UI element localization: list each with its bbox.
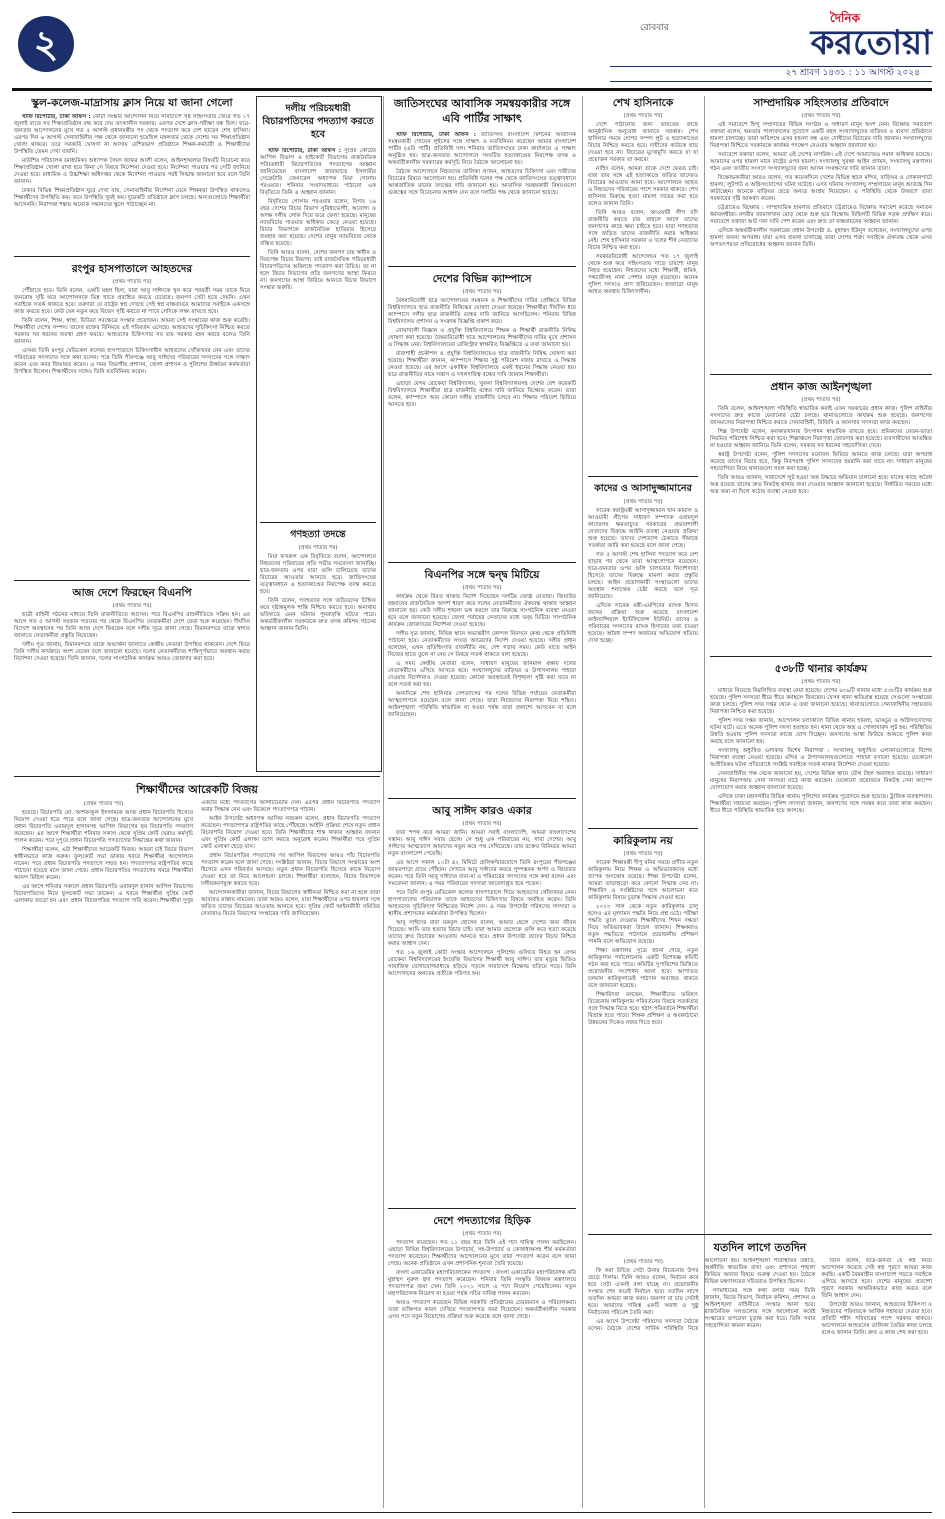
masthead-rule — [12, 88, 932, 91]
section-rule — [14, 776, 380, 777]
article-communal — [710, 112, 932, 370]
paragraph: শিক্ষা মন্ত্রণালয় সূত্রে জানা গেছে, নতুন কারিকুলাম পর্যালোচনায় একটি বিশেষজ্ঞ কমিটি গঠন করা হতে পারে। কমিটির সুপারিশের ভিত্তিতে প্রয়োজনীয় সংশোধন আনা হবে। আপাতত চলমান কারিকুলামেই পাঠদান অব্যাহত থাকবে বলে জানানো হয়েছে। — [588, 948, 698, 989]
headline-abu-sayeed: আবু সাঈদ কারও একার — [432, 805, 532, 817]
headline-bnp-clash: বিএনপির সঙ্গে দ্বন্দ্ব মিটিয়ে — [424, 569, 540, 581]
paragraph: আন্দোলনকারীরা জানান, বিচার বিভাগের স্বাধীনতা নিশ্চিত করা না হলে তারা আবারও রাস্তায় নামবেন। তারা আরও বলেন, যারা শিক্ষার্থীদের ওপর হামলার সঙ্গে জড়িত তাদের বিচারের আওতায় আনতে হবে। সুপ্রিম কোর্ট আইনজীবী সমিতির নেতারাও বিচার বিভাগের সংস্কারের দাবি জানিয়েছেন। — [201, 890, 380, 917]
article-police-stations — [710, 678, 932, 1182]
masthead-brand: করতোয়া — [810, 23, 932, 63]
paragraph: সাবেক শিক্ষামন্ত্রী দীপু মনির সময়ে প্রণীত নতুন কারিকুলাম নিয়ে শিক্ষক ও অভিভাবকদের মধ্যে ব্যাপক অসন্তোষ রয়েছে। শিক্ষা উপদেষ্টা বলেন, আমরা তাড়াহুড়ো করে কোনো সিদ্ধান্ত নেব না। শিক্ষাবিদ ও সংশ্লিষ্টদের সঙ্গে আলোচনা করে কারিকুলাম বিষয়ে চূড়ান্ত সিদ্ধান্ত নেওয়া হবে। — [588, 860, 698, 901]
article-party-judiciary — [260, 148, 376, 518]
byline: স্টাফ রিপোর্টার, ঢাকা অফিস : — [396, 132, 476, 138]
jump-line: (প্রথম পাতার পর) — [623, 1259, 663, 1265]
paragraph: এর আগে সকাল ১০টা ৪২ মিনিটে হেলিকপ্টারযোগে তিনি রংপুরের পীরগঞ্জের জাফরপাড়া গ্রামে পৌঁছান। সেখানে আবু সাঈদের কবরে পুষ্পস্তবক অর্পণ ও জিয়ারত করেন। পরে তিনি আবু সাঈদের বাবা-মা ও পরিবারের সদস্যদের সঙ্গে কথা বলেন এবং সমবেদনা জানান। এ সময় পরিবারের সদস্যরা আবেগাপ্লুত হয়ে পড়েন। — [388, 860, 576, 887]
section-rule — [388, 266, 576, 267]
paragraph: দলীয় সূত্র জানায়, বিভিন্ন স্থানে অভ্যন্তরীণ কোন্দল নিরসনে কেন্দ্র থেকে প্রতিনিধি পাঠানো হবে। নেতাকর্মীদের সংযত আচরণের নির্দেশ দেওয়া হয়েছে। দলীয় প্রধান বলেছেন, এখন প্রতিহিংসার রাজনীতি নয়, দেশ গড়ার সময়। কেউ যাতে আইন নিজের হাতে তুলে না নেয় সে বিষয়ে সতর্ক থাকতে বলা হয়েছে। — [388, 631, 576, 658]
article-chief-justice — [710, 396, 932, 652]
headline-campuses: দেশের বিভিন্ন ক্যাম্পাসে — [432, 273, 532, 285]
headline-curriculum: কারিকুলাম নয় — [613, 835, 673, 847]
paragraph: পুলিশ সদর দপ্তর জানায়, আন্দোলন চলাকালে বিভিন্ন থানায় হামলা, ভাঙচুর ও অগ্নিসংযোগের ঘটনা ঘটে। এতে অনেক পুলিশ সদস্য হতাহত হন। থানা থেকে অস্ত্র ও গোলাবারুদ লুট হয়। পরিস্থিতির উন্নতি হওয়ায় পুলিশ সদস্যরা কাজে যোগ দিচ্ছেন। জনগণের আস্থা ফিরিয়ে আনতে পুলিশ কাজ করছে বলে জানানো হয়। — [710, 718, 932, 745]
masthead-date: ২৭ শ্রাবণ ১৪৩১ : ১১ আগস্ট ২০২৪ — [785, 68, 920, 78]
paragraph: জাতিসংঘ বাংলাদেশ মিশনের আবাসিক সমন্বয়কারী গোয়েন লুইসের সঙ্গে সাক্ষাৎ ও মতবিনিময় করেছেন আমার বাংলাদেশ পার্টির (এবি পার্টি) প্রতিনিধি দল। শনিবার জাতিসংঘের ঢাকা কার্যালয়ে এ সাক্ষাৎ অনুষ্ঠিত হয়। ছাত্র-জনতার আন্দোলনে সংঘটিত হত্যাকাণ্ডের নিরপেক্ষ তদন্ত ও অন্তর্বর্তীকালীন সরকারের কর্মসূচি নিয়ে বৈঠকে আলোচনা হয়। — [388, 132, 576, 166]
article-abu-sayeed — [388, 820, 576, 1204]
headline-students-victory: শিক্ষার্থীদের আরেকটি বিজয় — [136, 783, 258, 796]
paragraph: শিক্ষার্থীরা বলেন, এটা শিক্ষার্থীদের আরেকটি বিজয়। আমরা চাই বিচার বিভাগ স্বাধীনভাবে কাজ করুক। ফুলকোর্ট সভা ডাকার খবরে শিক্ষার্থীরা আন্দোলনে নামেন। পরে প্রধান বিচারপতি পদত্যাগে সম্মত হন। পদত্যাগপত্র রাষ্ট্রপতির কাছে পাঠানো হয়েছে বলে জানা গেছে। প্রধান বিচারপতির পদত্যাগের খবরে শিক্ষার্থীরা আনন্দ মিছিল করেন। — [14, 847, 193, 881]
jump-line: (প্রথম পাতার পর) — [801, 397, 841, 403]
section-rule — [710, 374, 932, 375]
section-rule — [260, 522, 376, 523]
paragraph: তিনি বলেন, শিক্ষা, স্বাস্থ্য, মিডিয়া সবক্ষেত্রে সংস্কার প্রয়োজন। আমরা সেই সংস্কারের কাজ শুরু করেছি। শিক্ষার্থীরা দেশের সম্পদ। তাদের রক্তের বিনিময়ে এই পরিবর্তন এসেছে। আহতদের সুচিকিৎসা নিশ্চিত করতে সরকার সব ধরনের ব্যবস্থা গ্রহণ করবে। আহতদের চিকিৎসার সব ব্যয় সরকার বহন করবে বলেও তিনি জানান। — [14, 318, 250, 345]
paragraph: সরকারবিরোধী আন্দোলনে গত ১৭ জুলাই থেকে শুরু করে সহিংসতায় সাড়ে চারশো মানুষ নিহত হয়েছেন। নিহতদের মধ্যে শিক্ষার্থী, শ্রমিক, পথচারীসহ নানা পেশার মানুষ রয়েছেন। অনেক পুলিশ সদস্যও প্রাণ হারিয়েছেন। হাজারো মানুষ আহত অবস্থায় চিকিৎসাধীন। — [588, 254, 698, 295]
paragraph: নোয়াখালী বিজ্ঞান ও প্রযুক্তি বিশ্ববিদ্যালয়ে শিক্ষক ও শিক্ষার্থী রাজনীতি নিষিদ্ধ ঘোষণা করা হয়েছে। বৈষম্যবিরোধী ছাত্র আন্দোলনের শিক্ষার্থীদের দাবির মুখে প্রশাসন এ সিদ্ধান্ত নেয়। বিশ্ববিদ্যালয়ের রেজিস্ট্রার স্বাক্ষরিত বিজ্ঞপ্তিতে এ তথ্য জানানো হয়। — [388, 328, 576, 348]
article-campuses — [388, 288, 576, 558]
section-rule — [710, 656, 932, 657]
article-sheikh-hasina — [588, 112, 698, 472]
paragraph: দেশে পাঠানোর জন্য ভারতের কাছে আনুষ্ঠানিক অনুরোধ জানাবে সরকার। শেখ হাসিনার সময়ে দেশের সম্পদ লুট ও হত্যাকাণ্ডের বিচার নিশ্চিত করতে হবে। দায়ীদের কাউকে ছাড় দেওয়া হবে না। বিচারের মুখোমুখি করতে যা যা প্রয়োজন সরকার তা করবে। — [588, 122, 698, 163]
jump-line: (প্রথম পাতার পর) — [462, 289, 502, 295]
section-rule — [14, 256, 250, 257]
paragraph: তিনি বলেন, আইনশৃঙ্খলা পরিস্থিতি স্বাভাবিক করাই এখন সরকারের প্রধান কাজ। পুলিশ বাহিনীর সদস্যদের দ্রুত কাজে ফেরানোর চেষ্টা চলছে। থানাগুলোতে কার্যক্রম শুরু হয়েছে। জনগণের জানমালের নিরাপত্তা নিশ্চিত করতে সেনাবাহিনী, বিজিবি ও আনসার সদস্যরা কাজ করছেন। — [710, 406, 932, 426]
paragraph: এর আগে উপদেষ্টা পরিষদের সদস্যরা বৈঠকে বসেন। বৈঠকে দেশের সার্বিক পরিস্থিতি নিয়ে আলোচনা হয়। আইনশৃঙ্খলা পরিস্থিতির উন্নতি, অর্থনীতি স্বাভাবিক রাখা এবং প্রশাসনে শৃঙ্খলা ফিরিয়ে আনার বিষয়ে গুরুত্ব দেওয়া হয়। বৈঠকে বিভিন্ন মন্ত্রণালয়ের সচিবরাও উপস্থিত ছিলেন। — [588, 1258, 816, 1332]
headline-kader-asaduzzaman: কাদের ও আসাদুজ্জামানের — [594, 483, 692, 494]
bottom-rule — [12, 1512, 932, 1513]
section-rule — [388, 798, 576, 799]
paragraph: সুপ্রিম কোর্টের আপিল বিভাগ ও হাইকোর্ট বিভাগের রাজনৈতিক পরিচয়ধারী বিচারপতিদের পদত্যাগের আহ্বান জানিয়েছেন বাংলাদেশ জামায়াতে ইসলামীর সেক্রেটারি জেনারেল অধ্যাপক মিয়া গোলাম পরওয়ার। শনিবার সংবাদমাধ্যমে পাঠানো এক বিবৃতিতে তিনি এ আহ্বান জানান। — [260, 148, 376, 196]
section-rule — [588, 476, 698, 477]
paragraph: গত ৫ আগস্ট শেখ হাসিনা পদত্যাগ করে দেশ ছাড়ার পর থেকে তারা আত্মগোপনে রয়েছেন। ছাত্র-জনতার ওপর গুলি চালানোর নির্দেশদাতা হিসেবে তাদের বিরুদ্ধে মামলা করার প্রস্তুতি চলছে। আইন প্রয়োগকারী সংস্থাগুলো তাদের অবস্থান শনাক্তের চেষ্টা করছে বলে সূত্র জানিয়েছে। — [588, 552, 698, 600]
headline-sheikh-hasina: শেখ হাসিনাকে — [612, 97, 674, 109]
jump-line: (প্রথম পাতার পর) — [83, 801, 124, 807]
article-bnp-clash — [388, 584, 576, 794]
jump-line: (প্রথম পাতার পর) — [623, 851, 663, 857]
paragraph: যারা শপথ করে আমরা জানি। আমরা সবাই বাংলাদেশি, আমরা বাংলাদেশের সন্তান। আবু সাঈদ সবার ছেলে। সে শুধু এক পরিবারের নয়, সারা দেশের। আবু সাঈদের আত্মত্যাগ আমাদের নতুন করে পথ দেখিয়েছে। তার রক্তের বিনিময়ে আমরা নতুন বাংলাদেশ পেয়েছি। — [388, 830, 576, 857]
paragraph: সংখ্যালঘু অধ্যুষিত এলাকায় বিশেষ নিরাপত্তা : সংখ্যালঘু অধ্যুষিত এলাকাগুলোতে বিশেষ নিরাপত্তা ব্যবস্থা নেওয়া হয়েছে। মন্দির ও উপাসনালয়গুলোতে পাহারা বসানো হয়েছে। যেকোনো অপ্রীতিকর ঘটনা প্রতিরোধে সংশ্লিষ্ট সবাইকে সতর্ক থাকার নির্দেশনা দেওয়া হয়েছে। — [710, 748, 932, 768]
paragraph: স্বরাষ্ট্র উপদেষ্টা বলেন, পুলিশ সদস্যদের মনোবল ফিরিয়ে আনতে কাজ চলছে। যারা অপরাধ করেছে তাদের বিচার হবে, কিন্তু নিরপরাধ পুলিশ সদস্যদের হয়রানি করা যাবে না। সাধারণ মানুষের সহযোগিতা নিয়ে থানাগুলো সচল করা হচ্ছে। — [710, 452, 932, 472]
paragraph: বৈঠকে আন্দোলনে নিহতদের তালিকা প্রণয়ন, আহতদের চিকিৎসা এবং দায়ীদের বিচারের বিষয়ে আলোচনা হয়। প্রতিনিধি দলের পক্ষ থেকে জাতিসংঘের তত্ত্বাবধানে আন্তর্জাতিক মানের তদন্তের দাবি জানানো হয়। আবাসিক সমন্বয়কারী বিষয়গুলো গুরুত্বের সঙ্গে বিবেচনার আশ্বাস দেন বলে দলটির পক্ষ থেকে জানানো হয়েছে। — [388, 169, 576, 196]
paragraph: এছাড়া বেগম রোকেয়া বিশ্ববিদ্যালয়, খুলনা বিশ্ববিদ্যালয়সহ দেশের বেশ কয়েকটি বিশ্ববিদ্যালয়ে শিক্ষার্থীরা ছাত্র রাজনীতি বন্ধের দাবি জানিয়ে বিক্ষোভ করেন। তারা বলেন, ক্যাম্পাসে আর কোনো দলীয় রাজনীতি চলবে না। শিক্ষার পরিবেশ ফিরিয়ে আনতে হবে। — [388, 381, 576, 408]
paragraph: এদিকে অন্তর্বর্তীকালীন সরকারের প্রধান উপদেষ্টা ড. মুহাম্মদ ইউনূস বলেছেন, সংখ্যালঘুদের ওপর হামলা জঘন্য অপরাধ। যারা এসব হামলা চালাচ্ছে তারা দেশের শত্রু। সবাইকে ঐক্যবদ্ধ থেকে এসব অপতৎপরতা প্রতিরোধের আহ্বান জানান তিনি। — [710, 228, 932, 248]
jump-line: (প্রথম পাতার পর) — [112, 279, 152, 285]
paragraph: দলীয় সূত্র জানায়, বিমানবন্দরে তাকে অভ্যর্থনা জানাতে কেন্দ্রীয় নেতারা উপস্থিত থাকবেন। দেশে ফিরে তিনি দলীয় কার্যক্রমে অংশ নেবেন বলে জানানো হয়েছে। দলের নেতাকর্মীদের শান্তিপূর্ণভাবে অবস্থান করার নির্দেশনা দেওয়া হয়েছে। তিনি জানান, দলের সাংগঠনিক কার্যক্রম আরও জোরদার করা হবে। — [14, 642, 250, 662]
article-hospital — [14, 278, 250, 576]
paragraph: তিনি আরও বলেন, আওয়ামী লীগ যদি রাজনীতি করতে চায় তাহলে আগে তাদের জনগণের কাছে ক্ষমা চাইতে হবে। যারা গণহত্যার সঙ্গে জড়িত তাদের রাজনীতি করার অধিকার নেই। শেখ হাসিনার সরকার ও দলের শীর্ষ নেতাদের বিচার নিশ্চিত করা হবে। — [588, 210, 698, 251]
page-number: ২ — [33, 22, 59, 66]
paragraph: তিনি আরও বলেন, দেশের জনগণ চায় স্বাধীন ও নিরপেক্ষ বিচার বিভাগ। তাই রাজনৈতিক পরিচয়ধারী বিচারপতিদের অবিলম্বে পদত্যাগ করা উচিত। তা না হলে বিচার বিভাগের প্রতি জনগণের আস্থা ফিরবে না। জনগণের আস্থা ফিরিয়ে আনতে বিচার বিভাগে সংস্কার জরুরি। — [260, 250, 376, 291]
paragraph: ২০২৩ সাল থেকে নতুন কারিকুলাম চালু হলেও এর মূল্যায়ন পদ্ধতি নিয়ে প্রশ্ন ওঠে। পরীক্ষা পদ্ধতি তুলে দেওয়ায় শিক্ষার্থীদের শিখন দক্ষতা নিয়ে অভিভাবকরা উদ্বেগ জানান। শিক্ষকরাও নতুন পদ্ধতিতে পাঠদানে প্রয়োজনীয় প্রশিক্ষণ পাননি বলে অভিযোগ রয়েছে। — [588, 904, 698, 945]
article-school-college — [14, 114, 250, 252]
paragraph: তিনি বলেন, ছাত্র-জনতা যে স্বপ্ন নিয়ে আন্দোলন করেছে সেই স্বপ্ন পূরণে আমরা কাজ করছি। একটি বৈষম্যহীন বাংলাদেশ গড়তে সবাইকে এগিয়ে আসতে হবে। দেশের মানুষের প্রত্যাশা পূরণে সরকার আন্তরিকভাবে কাজ করবে বলে তিনি আশ্বাস দেন। — [821, 1258, 932, 1299]
paragraph: শিল্প উপদেষ্টা বলেন, কলকারখানায় উৎপাদন স্বাভাবিক রাখতে হবে। শ্রমিকদের বেতন-ভাতা নিয়মিত পরিশোধ নিশ্চিত করা হবে। শিল্পাঞ্চলে নিরাপত্তা জোরদার করা হয়েছে। ব্যবসায়ীদের আতঙ্কিত না হওয়ার আহ্বান জানিয়ে তিনি বলেন, সরকার সব ধরনের সহযোগিতা দেবে। — [710, 429, 932, 449]
paragraph: এই সমাবেশে হিন্দু সম্প্রদায়ের বিভিন্ন সংগঠন ও সাধারণ মানুষ অংশ নেন। বিক্ষোভ সমাবেশে বক্তারা বলেন, ক্ষমতার পালাবদলের সুযোগে একটি মহল সংখ্যালঘুদের বাড়িঘর ও ব্যবসা প্রতিষ্ঠানে হামলা চালাচ্ছে। তারা অবিলম্বে এসব হামলা বন্ধ এবং দোষীদের বিচারের দাবি জানান। সংখ্যালঘুদের নিরাপত্তা নিশ্চিতে সরকারকে কার্যকর পদক্ষেপ নেওয়ার আহ্বান জানানো হয়। — [710, 122, 932, 149]
paragraph: হয়েছে। বিচারপতি মো. আশফাকুল ইসলামকে আজ প্রধান বিচারপতি হিসেবে নিয়োগ দেওয়া হতে পারে বলে জানা গেছে। ছাত্র-জনতার আন্দোলনের মুখে প্রধান বিচারপতি ওবায়দুল হাসানসহ আপিল বিভাগের ছয় বিচারপতি পদত্যাগ করেছেন। এর আগে শিক্ষার্থীরা শনিবার সকাল থেকে সুপ্রিম কোর্ট ঘেরাও কর্মসূচি পালন করেন। পরে দুপুরে প্রধান বিচারপতি পদত্যাগের সিদ্ধান্তের কথা জানান। — [14, 810, 193, 844]
paragraph: আইন উপদেষ্টা অধ্যাপক আসিফ নজরুল বলেন, প্রধান বিচারপতি পদত্যাগ করেছেন। পদত্যাগপত্র রাষ্ট্রপতির কাছে পৌঁছেছে। আইনি প্রক্রিয়া শেষে নতুন প্রধান বিচারপতি নিয়োগ দেওয়া হবে। তিনি শিক্ষার্থীদের শান্ত থাকার আহ্বান জানান এবং সুপ্রিম কোর্ট এলাকা ত্যাগ করতে অনুরোধ করেন। শিক্ষার্থীরা পরে সুপ্রিম কোর্ট এলাকা ছেড়ে যান। — [201, 816, 380, 850]
column-divider — [582, 96, 583, 1508]
paragraph: তিনি বলেন, গণহত্যার সঙ্গে জড়িতদের চিহ্নিত করে দৃষ্টান্তমূলক শাস্তি নিশ্চিত করতে হবে। অন্যথায় ভবিষ্যতে এমন ঘটনার পুনরাবৃত্তি ঘটতে পারে। অন্তর্বর্তীকালীন সরকারকে দ্রুত তদন্ত কমিশন গঠনের আহ্বান জানান তিনি। — [260, 598, 376, 632]
section-rule — [388, 1208, 576, 1209]
masthead-day: রোববার — [640, 23, 669, 33]
paragraph: সেনাবাহিনীর পক্ষ থেকে জানানো হয়, দেশের বিভিন্ন স্থানে যৌথ টহল অব্যাহত রয়েছে। সাধারণ মানুষের নিরাপত্তায় সেনা সদস্যরা মাঠে কাজ করছেন। যেকোনো প্রয়োজনে নিকটস্থ সেনা ক্যাম্পে যোগাযোগ করার আহ্বান জানানো হয়েছে। — [710, 771, 932, 791]
paragraph: প্রধান বিচারপতির পদত্যাগের পর আপিল বিভাগের আরও পাঁচ বিচারপতি পদত্যাগ করেন বলে জানা গেছে। সংশ্লিষ্টরা জানান, বিচার বিভাগে সংস্কারের অংশ হিসেবে এসব পরিবর্তন আসছে। নতুন প্রধান বিচারপতি হিসেবে কাকে নিয়োগ দেওয়া হবে তা নিয়ে আলোচনা চলছে। শিক্ষার্থীরা বলেছেন, বিচার বিভাগকে দলীয়করণমুক্ত করতে হবে। — [201, 853, 380, 887]
section-rule — [588, 1234, 932, 1235]
paragraph: ঢাকার বিভিন্ন শিক্ষাপ্রতিষ্ঠান ঘুরে দেখা যায়, সেনাবাহিনীর নির্দেশনা মেনে শিক্ষকরা উপস্থিত থাকলেও শিক্ষার্থীদের উপস্থিতি কম। তবে উপস্থিতি খুবই কম। দুয়েকটি প্রতিষ্ঠানে ক্লাস চলছে। অন্যগুলোতে শিক্ষার্থীরা আসেননি। নিরাপত্তা শঙ্কায় অনেকে সন্তানদের স্কুলে পাঠাচ্ছেন না। — [14, 188, 250, 208]
article-students-victory — [14, 800, 380, 1508]
jump-line: (প্রথম পাতার পর) — [298, 545, 338, 551]
paragraph: পৌঁছাতে হবে। তিনি বলেন, একটি মহল ছিল, যারা আবু সাঈদকে খুন করে পরবর্তী সময় তাকে ঘিরে জনরোষ সৃষ্টি করে আন্দোলনকে ভিন্ন খাতে প্রবাহিত করতে চেয়েছে। জনগণ সেটা হতে দেয়নি। এখন সবাইকে সতর্ক থাকতে হবে। তরুণরা যে রাষ্ট্রের স্বপ্ন দেখছে সেই স্বপ্ন বাস্তবায়নে আমাদের সবাইকে একসঙ্গে কাজ করতে হবে। কেউ যেন নতুন করে বিভেদ সৃষ্টি করতে না পারে সেদিকে লক্ষ্য রাখতে হবে। — [14, 288, 250, 315]
paragraph: মাধ্যমে নিয়েছে নিম্নলিখিত ব্যবস্থা নেয়া হয়েছে। দেশের ৬৩৯টি থানার মধ্যে ৫৩৮টির কার্যক্রম শুরু হয়েছে। পুলিশ সদস্যরা ধীরে ধীরে কর্মস্থলে ফিরছেন। যেসব থানা ক্ষতিগ্রস্ত হয়েছে সেগুলো সংস্কারের কাজ চলছে। পুলিশ সদর দপ্তর থেকে এ তথ্য জানানো হয়েছে। থানাগুলোতে সেনাবাহিনীর সহায়তায় নিরাপত্তা নিশ্চিত করা হয়েছে। — [710, 688, 932, 715]
paragraph: এসময় তিনি রংপুর মেডিকেল কলেজ হাসপাতালে চিকিৎসাধীন আহতদের খোঁজখবর নেন এবং তাদের পরিবারের সদস্যদের সঙ্গে কথা বলেন। পরে তিনি পীরগঞ্জে আবু সাঈদের পরিবারের সদস্যদের সঙ্গে সাক্ষাৎ করেন এবং কবর জিয়ারত করেন। এ সময় বিভাগীয় প্রশাসন, জেলা প্রশাসন ও পুলিশের ঊর্ধ্বতন কর্মকর্তারা উপস্থিত ছিলেন। শিক্ষার্থীদের সঙ্গেও তিনি মতবিনিময় করেন। — [14, 348, 250, 375]
headline-until-then: যতদিন লাগে ততদিন — [713, 1241, 807, 1254]
article-bnp-returns — [14, 602, 250, 770]
paragraph: পদত্যাগ করেছেন। গত ১১ বছর ধরে তিনি এই পদে দায়িত্ব পালন করছিলেন। এছাড়া বিভিন্ন বিশ্ববিদ্যালয়ের উপাচার্য, সহ-উপাচার্য ও কোষাধ্যক্ষসহ শীর্ষ কর্মকর্তারা পদত্যাগ করেছেন। শিক্ষার্থীদের আন্দোলনের মুখে তারা পদত্যাগ করেন বলে জানা গেছে। অনেক প্রতিষ্ঠানে এখন প্রশাসনিক শূন্যতা তৈরি হয়েছে। — [388, 1240, 576, 1267]
headline-police-stations: ৫৩৮টি থানার কার্যক্রম — [774, 663, 868, 675]
jump-line: (প্রথম পাতার পর) — [462, 585, 502, 591]
paragraph: পরে তিনি রংপুর মেডিকেল কলেজ হাসপাতালে গিয়ে আহতদের খোঁজখবর নেন। হাসপাতালের পরিচালক তাকে আহতদের চিকিৎসার বিষয়ে অবহিত করেন। তিনি আহতদের সুচিকিৎসা নিশ্চিতের নির্দেশ দেন। এ সময় উপদেষ্টা পরিষদের সদস্যরা ও স্থানীয় প্রশাসনের কর্মকর্তারা উপস্থিত ছিলেন। — [388, 890, 576, 917]
paragraph: শিক্ষাবিদরা বলছেন, শিক্ষার্থীদের ভবিষ্যৎ বিবেচনায় কারিকুলাম পরিবর্তনের বিষয়ে সতর্কতার সঙ্গে সিদ্ধান্ত নিতে হবে। হঠাৎ পরিবর্তনে শিক্ষার্থীরা বিভ্রান্ত হতে পারে। শিক্ষক প্রশিক্ষণ ও অবকাঠামো উন্নয়নের দিকেও নজর দিতে হবে। — [588, 992, 698, 1026]
paragraph: বিক্ষোভকারীরা আরও বলেন, গত কয়েকদিনে দেশের বিভিন্ন স্থানে মন্দির, বাড়িঘর ও দোকানপাটে হামলা, লুটপাট ও অগ্নিসংযোগের ঘটনা ঘটেছে। এসব ঘটনায় সংখ্যালঘু সম্প্রদায়ের মানুষ আতঙ্কে দিন কাটাচ্ছেন। অনেকে বাড়িঘর ছেড়ে অন্যত্র আশ্রয় নিয়েছেন। এ পরিস্থিতি থেকে উত্তরণে তারা সরকারের দৃষ্টি আকর্ষণ করেন। — [710, 175, 932, 202]
jump-line: (প্রথম পাতার পর) — [462, 1231, 502, 1237]
byline: স্টাফ রিপোর্টার, ঢাকা অফিস : — [268, 148, 341, 154]
paragraph: গণমাধ্যমের সঙ্গে কথা বলার সময় তিনি জানান, বিচার বিভাগ, নির্বাচন কমিশন, প্রশাসন ও আইনশৃঙ্খলা বাহিনীতে সংস্কার আনা হবে। রাজনৈতিক দলগুলোর সঙ্গে আলোচনা করেই সংস্কারের রূপরেখা চূড়ান্ত করা হবে। তিনি সবার সহযোগিতা কামনা করেন। — [704, 1288, 816, 1329]
headline-mass-killing: গণহত্যা তদন্তে — [290, 529, 346, 540]
article-mass-killing — [260, 544, 376, 766]
paragraph: মিয়া ফখরুল এক বিবৃতিতে বলেন, আন্দোলনে নিহতদের পরিবারের প্রতি গভীর সমবেদনা জানাচ্ছি। ছাত্র-জনতার ওপর যারা গুলি চালিয়েছে তাদের বিচারের আওতায় আনতে হবে। জাতিসংঘের তত্ত্বাবধানে এ হত্যাকাণ্ডের নিরপেক্ষ তদন্ত করতে হবে। — [260, 554, 376, 595]
paragraph: মাউশির পরিচালক (মাধ্যমিক) অধ্যাপক সৈয়দ জাফর আলী বলেন, আইনশৃঙ্খলার বিষয়টি বিবেচনা করে শিক্ষাপ্রতিষ্ঠান খোলা রাখা হবে কিনা সে বিষয়ে নির্দেশনা দেওয়া হবে। নির্দেশনা পাওয়ার পর সেটি জানিয়ে দেওয়া হবে। মাধ্যমিক ও উচ্চশিক্ষা অধিদপ্তর থেকে নির্দেশনা পাওয়ার পরই সিদ্ধান্ত জানানো হবে বলে তিনি জানান। — [14, 158, 250, 185]
paragraph: সমাবেশে বক্তারা বলেন, আমরা এই দেশের নাগরিক। এই দেশে আমাদেরও সমান অধিকার রয়েছে। আমাদের ওপর হামলা মানে রাষ্ট্রের ওপর হামলা। সংখ্যালঘু সুরক্ষা আইন প্রণয়ন, সংখ্যালঘু মন্ত্রণালয় গঠন এবং জাতীয় সংসদে সংখ্যালঘুদের জন্য আসন সংরক্ষণের দাবি জানান তারা। — [710, 152, 932, 172]
byline: স্টাফ রিপোর্টার, ঢাকা অফিস : — [22, 114, 91, 120]
paragraph: বৈষম্যবিরোধী ছাত্র আন্দোলনের সমন্বয়ক ও শিক্ষার্থীদের দাবির প্রেক্ষিতে বিভিন্ন বিশ্ববিদ্যালয়ে ছাত্র রাজনীতি নিষিদ্ধের ঘোষণা দেওয়া হয়েছে। শিক্ষার্থীরা দীর্ঘদিন ধরে ক্যাম্পাসে দলীয় ছাত্র রাজনীতি বন্ধের দাবি জানিয়ে আসছিলেন। শনিবার বিভিন্ন বিশ্ববিদ্যালয় প্রশাসন এ সংক্রান্ত বিজ্ঞপ্তি প্রকাশ করে। — [388, 298, 576, 325]
jump-line: (প্রথম পাতার পর) — [623, 113, 663, 119]
paragraph: সাবেক স্বরাষ্ট্রমন্ত্রী আসাদুজ্জামান খান কামাল ও আওয়ামী লীগের সাধারণ সম্পাদক ওবায়দুল কাদেরসহ ক্ষমতাচ্যুত সরকারের প্রভাবশালী নেতাদের বিরুদ্ধে আইনি ব্যবস্থা নেওয়ার প্রক্রিয়া শুরু হয়েছে। তাদের দেশত্যাগ ঠেকাতে সীমান্তে সতর্কতা জারি করা হয়েছে বলে জানা গেছে। — [588, 508, 698, 549]
paragraph: আরও পদত্যাগ করেছেন বিভিন্ন সরকারি প্রতিষ্ঠানের চেয়ারম্যান ও পরিচালকরা। তারা ব্যক্তিগত কারণ দেখিয়ে পদত্যাগপত্র জমা দিয়েছেন। অন্তর্বর্তীকালীন সরকার এসব পদে নতুন নিয়োগের প্রক্রিয়া শুরু করেছে বলে জানা গেছে। — [388, 1300, 576, 1320]
paragraph: ছাত্রী বাহিনী গঠনের মাধ্যমে তিনি রাজনীতিতে আসেন। পরে বিএনপির রাজনীতিতে সক্রিয় হন। এর আগে গত ৫ আগস্ট সরকার পতনের পর থেকে বিএনপির নেতাকর্মীরা দেশে ফেরা শুরু করেছেন। দীর্ঘদিন বিদেশে অবস্থানের পর তিনি আজ দেশে ফিরছেন বলে দলীয় সূত্রে জানা গেছে। বিমানবন্দরে তাকে স্বাগত জানাতে নেতাকর্মীরা প্রস্তুতি নিয়েছেন। — [14, 612, 250, 639]
headline-party-judiciary: দলীয় পরিচয়ধারী বিচারপতিদের পদত্যাগ করতে হবে — [262, 103, 374, 140]
masthead-brand-small: দৈনিক — [829, 11, 860, 25]
article-resign-rush — [388, 1230, 576, 1508]
article-until-then — [588, 1258, 932, 1508]
paragraph: কার্যক্রম থেকে বিরত থাকার নির্দেশ দিয়েছেন দলটির জ্যেষ্ঠ নেতারা। জিয়াউর রহমানের রাজনৈতিক আদর্শ ধারণ করে দলের নেতাকর্মীদের ঐক্যবদ্ধ থাকার আহ্বান জানানো হয়। কেউ দলীয় শৃঙ্খলা ভঙ্গ করলে তার বিরুদ্ধে সাংগঠনিক ব্যবস্থা নেওয়া হবে বলে জানানো হয়েছে। জেলা পর্যায়ের নেতাদের মধ্যে দ্বন্দ্ব মিটিয়ে সাংগঠনিক কার্যক্রম জোরদারের নির্দেশনা দেওয়া হয়েছে। — [388, 594, 576, 628]
paragraph: আবু সাঈদের বাবা মকবুল হোসেন বলেন, আমার ছেলে দেশের জন্য জীবন দিয়েছে। আমি তার হত্যার বিচার চাই। যারা আমার ছেলেকে গুলি করে হত্যা করেছে তাদের দ্রুত বিচারের আওতায় আনতে হবে। প্রধান উপদেষ্টা তাদের বিচার নিশ্চিত করার আশ্বাস দেন। — [388, 920, 576, 947]
paragraph: তিনি আরও জানান, সারাদেশে লুট হওয়া অস্ত্র উদ্ধারে অভিযান চালানো হবে। যাদের কাছে অবৈধ অস্ত্র রয়েছে তাদের দ্রুত নিকটস্থ থানায় জমা দেওয়ার আহ্বান জানানো হয়েছে। নির্ধারিত সময়ের মধ্যে অস্ত্র জমা না দিলে কঠোর ব্যবস্থা নেওয়া হবে। — [710, 475, 932, 495]
paragraph: বাংলা একাডেমির মহাপরিচালকের পদত্যাগ : বাংলা একাডেমির মহাপরিচালক কবি মুহাম্মদ নূরুল হুদা পদত্যাগ করেছেন। শনিবার তিনি সংস্কৃতি বিষয়ক মন্ত্রণালয়ে পদত্যাগপত্র জমা দেন। তিনি ২০২১ সালে এ পদে নিয়োগ পেয়েছিলেন। নতুন মহাপরিচালক নিয়োগ না হওয়া পর্যন্ত সচিব দায়িত্ব পালন করবেন। — [388, 1270, 576, 1297]
article-un-meeting — [388, 132, 576, 262]
column-divider — [383, 96, 384, 1508]
paragraph: গত ১৬ জুলাই কোটা সংস্কার আন্দোলনে পুলিশের গুলিতে নিহত হন বেগম রোকেয়া বিশ্ববিদ্যালয়ের ইংরেজি বিভাগের শিক্ষার্থী আবু সাঈদ। তার মৃত্যুর ভিডিও সামাজিক যোগাযোগমাধ্যমে ছড়িয়ে পড়লে সারাদেশে বিক্ষোভ ছড়িয়ে পড়ে। তিনি আন্দোলনের অন্যতম প্রতীকে পরিণত হন। — [388, 950, 576, 977]
jump-line: (প্রথম পাতার পর) — [623, 499, 663, 505]
article-kader-asaduzzaman — [588, 498, 698, 824]
paragraph: কোটা সংস্কার আন্দোলন নিয়ে সারাদেশে সৃষ্ট সহিংসতার জেরে গত ১৭ জুলাই রাতে সব শিক্ষাপ্রতিষ্ঠান বন্ধ করে দেয় তৎকালীন সরকার। এরপর দেশে ক্লাস-পরীক্ষা বন্ধ ছিল। ছাত্র-জনতার আন্দোলনের মুখে গত ৫ আগস্ট প্রধানমন্ত্রীর পদ থেকে পদত্যাগ করে দেশ ছাড়েন শেখ হাসিনা। এরপর দিন ৬ আগস্ট সেনাবাহিনীর পক্ষ থেকে জানানো হয়েছিল মঙ্গলবার থেকে দেশের সব শিক্ষাপ্রতিষ্ঠান খোলা থাকবে। তবে সরকারি ঘোষণা না আসায় বেশিরভাগ প্রতিষ্ঠানে শিক্ষক-কর্মচারী ও শিক্ষার্থীদের উপস্থিতি তেমন দেখা যায়নি। — [14, 114, 250, 155]
headline-un-meeting: জাতিসংঘের আবাসিক সমন্বয়কারীর সঙ্গে এবি পার্টির সাক্ষাৎ — [393, 97, 571, 125]
paragraph: এর আগে শনিবার সকালে প্রধান বিচারপতি ওবায়দুল হাসান আপিল বিভাগের বিচারপতিদের নিয়ে ফুলকোর্ট সভা ডাকেন। এ খবরে শিক্ষার্থীরা সুপ্রিম কোর্ট এলাকায় জড়ো হন এবং প্রধান বিচারপতির পদত্যাগ দাবি করেন। শিক্ষার্থীরা দুপুর একটার মধ্যে পদত্যাগের আলটিমেটাম দেন। এরপর প্রধান বিচারপতি পদত্যাগ করার সিদ্ধান্ত নেন এবং বিকেলে পদত্যাগপত্র পাঠান। — [14, 800, 380, 904]
jump-line: (প্রথম পাতার পর) — [801, 113, 841, 119]
jump-line: (প্রথম পাতার পর) — [801, 679, 841, 685]
section-rule — [14, 580, 250, 581]
paragraph: কি করা উচিত সেটা উনার বিবেচনার উপর ছেড়ে দিলাম। তিনি আরও বলেন, নির্বাচন কবে হবে সেটা এখনই বলা যাচ্ছে না। প্রয়োজনীয় সংস্কার শেষ করেই নির্বাচন হবে। যতদিন লাগে ততদিন আমরা কাজ করব। জনগণ যা চায় সেটাই হবে। আমাদের দায়িত্ব একটি অবাধ ও সুষ্ঠু নির্বাচনের পরিবেশ তৈরি করা। — [588, 1268, 699, 1316]
paragraph: রাজশাহী প্রকৌশল ও প্রযুক্তি বিশ্ববিদ্যালয়েও ছাত্র রাজনীতি নিষিদ্ধ ঘোষণা করা হয়েছে। শিক্ষার্থীরা জানান, ক্যাম্পাসে শিক্ষার সুষ্ঠু পরিবেশ বজায় রাখতে এ সিদ্ধান্ত নেওয়া হয়েছে। এর আগে একাধিক বিশ্ববিদ্যালয়ে একই ধরনের সিদ্ধান্ত নেওয়া হয়। ছাত্র রাজনীতির নামে সন্ত্রাস ও দখলদারিত্ব বন্ধের দাবি জানান শিক্ষার্থীরা। — [388, 351, 576, 378]
paragraph: এদিকে সাবেক মন্ত্রী-এমপিদের ব্যাংক হিসাব জব্দের প্রক্রিয়া শুরু করেছে বাংলাদেশ ফাইন্যান্সিয়াল ইন্টেলিজেন্স ইউনিট। তাদের ও পরিবারের সদস্যদের ব্যাংক হিসাবের তথ্য চাওয়া হয়েছে। অবৈধ সম্পদ অর্জনের অভিযোগ খতিয়ে দেখা হচ্ছে। — [588, 603, 698, 644]
headline-resign-rush: দেশে পদত্যাগের হিড়িক — [433, 1215, 531, 1227]
paragraph: বিবৃতিতে গোলাম পরওয়ার বলেন, বিগত ১৬ বছর দেশের বিচার বিভাগ সুবিধাভোগী, অযোগ্য ও অদক্ষ দলীয় লোক দিয়ে ভরে ফেলা হয়েছে। মানুষের ন্যায়বিচার পাওয়ার অধিকার কেড়ে নেওয়া হয়েছে। বিচার বিভাগকে রাজনৈতিক হাতিয়ার হিসেবে ব্যবহার করা হয়েছে। দেশের মানুষ ন্যায়বিচার থেকে বঞ্চিত হয়েছে। — [260, 199, 376, 247]
article-curriculum — [588, 850, 698, 1230]
paragraph: এ সময় কেন্দ্রীয় নেতারা বলেন, সাধারণ মানুষের জানমাল রক্ষায় দলের নেতাকর্মীদের এগিয়ে আসতে হবে। সংখ্যালঘুদের বাড়িঘর ও উপাসনালয় পাহারা দেওয়ার নির্দেশনাও দেওয়া হয়েছে। কোনো অবস্থাতেই বিশৃঙ্খলা সৃষ্টি করা যাবে না বলে সতর্ক করা হয়। — [388, 661, 576, 688]
paragraph: এদিকে ঢাকা মহানগরীর বিভিন্ন থানায় পুলিশের কার্যক্রম পুরোদমে শুরু হয়েছে। ট্রাফিক ব্যবস্থাপনায় শিক্ষার্থীরা সহায়তা করছেন। পুলিশ সদস্যরা জানান, জনগণের সঙ্গে সমন্বয় করে তারা কাজ করছেন। ধীরে ধীরে পরিস্থিতি স্বাভাবিক হয়ে আসছে। — [710, 794, 932, 814]
headline-school-college: স্কুল-কলেজ-মাদ্রাসায় ক্লাস নিয়ে যা জানা গেলো — [31, 97, 233, 109]
headline-hospital: রংপুর হাসপাতালে আহতদের — [71, 263, 193, 275]
paragraph: নাহিদ বলেন, আমরা তাকে দেশে ফেরত চাই। যারা তার সঙ্গে এই হত্যাকাণ্ডে জড়িত তাদেরও বিচারের আওতায় আনা হবে। আন্দোলনে আহত ও নিহতদের পরিবারের পাশে সরকার থাকবে। শেখ হাসিনার বিরুদ্ধে হত্যা মামলা দায়ের করা হবে বলেও জানান তিনি। — [588, 166, 698, 207]
section-rule — [588, 828, 698, 829]
paragraph: উপদেষ্টা আরও জানান, আহতদের চিকিৎসা ও নিহতদের পরিবারকে আর্থিক সহায়তা দেওয়া হবে। প্রতিটি শহীদ পরিবারের পাশে সরকার থাকবে। আন্দোলনে আহতদের তালিকা তৈরির কাজ চলছে বলেও জানান তিনি। দ্রুত এ কাজ শেষ করা হবে। — [821, 1302, 932, 1336]
jump-line: (প্রথম পাতার পর) — [462, 821, 502, 827]
headline-communal: সাম্প্রদায়িক সহিংসতার প্রতিবাদে — [753, 97, 889, 109]
headline-bnp-returns: আজ দেশে ফিরছেন বিএনপি — [72, 587, 192, 599]
paragraph: চট্টগ্রামেও বিক্ষোভ : সাম্প্রদায়িক হামলার প্রতিবাদে চট্টগ্রামেও বিক্ষোভ সমাবেশ করেছে সনাতন ধর্মাবলম্বীরা। নগরীর জামালখান মোড় থেকে শুরু হয়ে বিক্ষোভ মিছিলটি বিভিন্ন সড়ক প্রদক্ষিণ করে। সমাবেশে বক্তারা আট দফা দাবি পেশ করেন এবং দ্রুত তা বাস্তবায়নের আহ্বান জানান। — [710, 205, 932, 225]
paragraph: অন্যদিকে শেখ হাসিনার দেশত্যাগের পর দলের বিভিন্ন পর্যায়ের নেতাকর্মীরা আত্মগোপনে রয়েছেন বলে জানা গেছে। তারা নিজেদের নিরাপত্তা নিয়ে শঙ্কিত। আইনশৃঙ্খলা পরিস্থিতি স্বাভাবিক না হওয়া পর্যন্ত তারা প্রকাশ্যে আসবেন না বলে জানিয়েছেন। — [388, 691, 576, 718]
section-rule — [388, 562, 576, 563]
headline-chief-justice: প্রধান কাজ আইনশৃঙ্খলা — [770, 381, 872, 393]
jump-line: (প্রথম পাতার পর) — [112, 603, 152, 609]
